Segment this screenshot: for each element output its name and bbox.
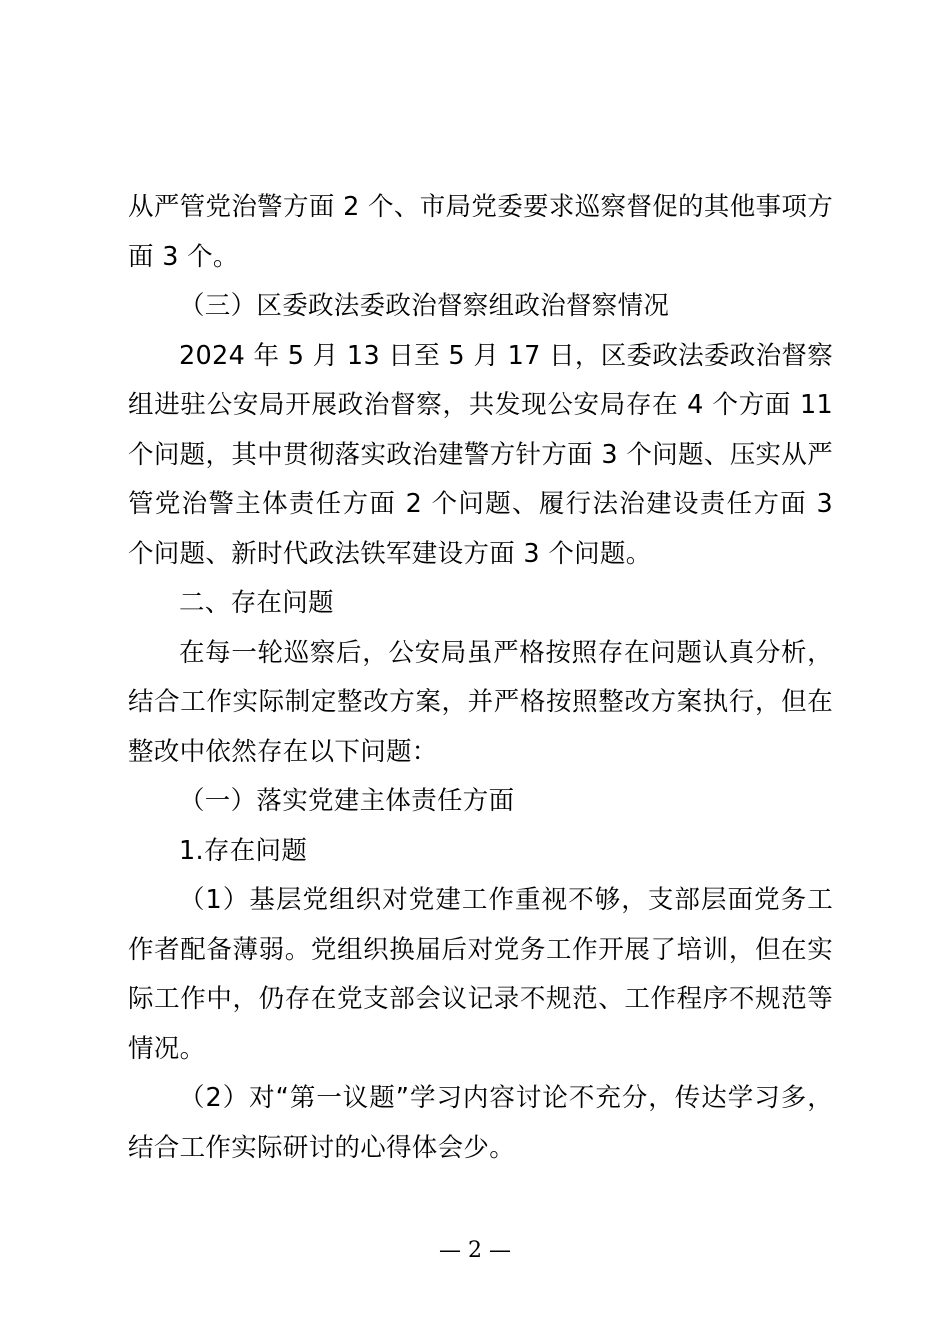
heading-section-3: （三）区委政法委政治督察组政治督察情况 [179,291,670,321]
paragraph-problems-intro: 在每一轮巡察后，公安局虽严格按照存在问题认真分析，结合工作实际制定整改方案，并严格按照整改方案执行，但在整改中依然存在以下问题： [128,637,833,767]
document-body [128,183,833,1173]
heading-subsection-1: （一）落实党建主体责任方面 [179,786,515,816]
paragraph-continuation: 从严管党治警方面 2 个、市局党委要求巡察督促的其他事项方面 3 个。 [128,192,833,272]
heading-item-1: 1.存在问题 [179,835,308,866]
paragraph-inspection-details: 2024 年 5 月 13 日至 5 月 17 日，区委政法委政治督察组进驻公安局开展政治督察，共发现公安局存在 4 个方面 11 个问题，其中贯彻落实政治建警方针方面 3 个问题、压实从严管党治警主体责任方面 2 个问题、履行法治建设责任方面 3 个问题、新时代政法铁军建设方面 3 个问题。 [128,340,833,569]
page-number: — 2 — [439,1238,511,1263]
heading-existing-problems: 二、存在问题 [179,588,334,618]
paragraph-problem-2: （2）对“第一议题”学习内容讨论不充分，传达学习多，结合工作实际研讨的心得体会少。 [128,1083,833,1163]
paragraph-problem-1: （1）基层党组织对党建工作重视不够，支部层面党务工作者配备薄弱。党组织换届后对党务工作开展了培训，但在实际工作中，仍存在党支部会议记录不规范、工作程序不规范等情况。 [128,885,833,1064]
